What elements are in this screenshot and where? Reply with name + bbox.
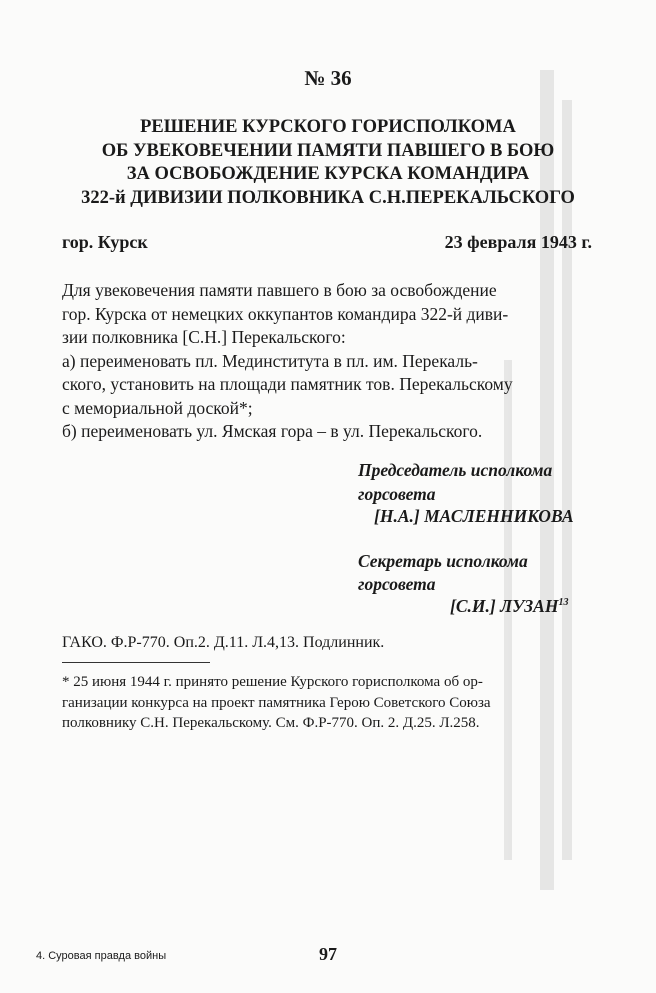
chairman-title: Председатель исполкома (358, 460, 553, 480)
body-line: зии полковника [С.Н.] Перекальского: (62, 327, 346, 347)
secretary-name-text: [С.И.] ЛУЗАН (450, 596, 559, 616)
body-line: б) переименовать ул. Ямская гора – в ул. Перекальского. (62, 421, 483, 441)
body-line: а) переименовать пл. Мединститута в пл. им. Перекаль- (62, 350, 478, 371)
body-line: с мемориальной доской*; (62, 397, 253, 418)
secretary-title-2: горсовета (358, 574, 436, 594)
running-title: 4. Суровая правда войны (36, 950, 167, 962)
document-title (40, 116, 616, 210)
title-line: ОБ УВЕКОВЕЧЕНИИ ПАМЯТИ ПАВШЕГО В БОЮ (101, 140, 555, 161)
chairman-title-2: горсовета (358, 484, 436, 504)
footnote-divider (62, 662, 210, 663)
footnote-line: * 25 июня 1944 г. принято решение Курского горисполкома об ор- (62, 674, 483, 690)
body-line: Для увековечения памяти павшего в бою за освобождение (62, 280, 497, 300)
document-date: 23 февраля 1943 г. (444, 232, 592, 252)
footnote (62, 672, 602, 734)
page-number: 97 (319, 944, 337, 964)
footnote-line: ганизации конкурса на проект памятника Герою Советского Союза (62, 694, 491, 711)
document-body (62, 279, 592, 444)
secretary-name (450, 596, 568, 617)
document-number: № 36 (304, 66, 352, 90)
document-place: гор. Курск (62, 232, 148, 252)
title-line: 322-й ДИВИЗИИ ПОЛКОВНИКА С.Н.ПЕРЕКАЛЬСКОГО (81, 187, 575, 208)
secretary-note-ref: 13 (558, 597, 569, 609)
title-line: РЕШЕНИЕ КУРСКОГО ГОРИСПОЛКОМА (140, 117, 516, 137)
footnote-line: полковнику С.Н. Перекальскому. См. Ф.Р-770. Оп. 2. Д.25. Л.258. (62, 715, 480, 731)
secretary-title: Секретарь исполкома (358, 551, 528, 571)
archive-source: ГАКО. Ф.Р-770. Оп.2. Д.11. Л.4,13. Подлинник. (62, 634, 385, 651)
title-line: ЗА ОСВОБОЖДЕНИЕ КУРСКА КОМАНДИРА (126, 164, 530, 184)
body-line: гор. Курска от немецких оккупантов командира 322-й диви- (62, 303, 509, 324)
body-line: ского, установить на площади памятник тов. Перекальскому (62, 374, 513, 394)
chairman-name: [Н.А.] МАСЛЕННИКОВА (374, 506, 574, 526)
